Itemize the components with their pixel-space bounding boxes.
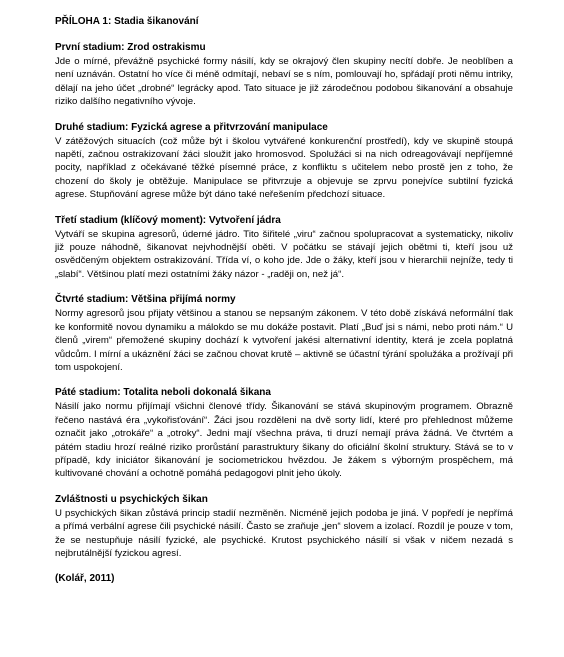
section-psychological-bullying (55, 493, 513, 561)
section-paragraph: Násilí jako normu přijímají všichni členové třídy. Šikanování se stává skupinovým programem. Obrazně řečeno nastává éra „vykořisťování“. Žáci jsou rozděleni na dvě sorty lidí, které pro přehlednost můžeme označit jako „otrokáře“ a „otroky“. Jedni mají všechna práva, ti druzí nemají práva žádná. Ve čtvrtém a pátém stadiu hrozí reálné riziko prorůstání parastruktury šikany do oficiální školní struktury. Stává se to v případě, kdy iniciátor šikanování je sociometrickou hvězdou. Je žákem s výborným prospěchem, má kultivované chování a ochotně pomáhá pedagogovi plnit jeho úkoly. (55, 401, 513, 480)
section-paragraph: Vytváří se skupina agresorů, úderné jádro. Tito šiřitelé „viru“ začnou spolupracovat a systematicky, nikoliv již pouze náhodně, šikanovat nejvhodnější oběti. V počátku se stávají jejich obětmi ti, kteří jsou už osvědčeným objektem ostrakizování. Třída ví, o koho jde. Jde o žáky, kteří jsou v hierarchii nejníže, tedy ti „slabí“. Většinou platí mezi ostatními žáky názor - „raději on, než já“. (55, 228, 513, 280)
section-heading: Zvláštnosti u psychických šikan (55, 493, 208, 505)
section-heading: Čtvrté stadium: Většina přijímá normy (55, 294, 236, 306)
section-heading: Páté stadium: Totalita neboli dokonalá šikana (55, 387, 271, 399)
section-stage-5 (55, 386, 513, 480)
section-paragraph: Jde o mírné, převážně psychické formy násilí, kdy se okrajový člen skupiny necítí dobře. Je neoblíben a není uznáván. Ostatní ho více či méně odmítají, nebaví se s ním, pomlouvají ho, spřádají proti němu intriky, dělají na jeho účet „drobné“ legrácky apod. Tato situace je již zárodečnou podobou šikanování a obsahuje riziko dalšího negativního vývoje. (55, 56, 513, 108)
section-stage-3 (55, 214, 513, 282)
section-paragraph: U psychických šikan zůstává princip stadií nezměněn. Nicméně jejich podoba je jiná. V popředí je nepřímá a přímá verbální agrese čili psychické násilí. Často se zraňuje „jen“ slovem a izolací. Rozdíl je pouze v tom, že se nestupňuje násilí fyzické, ale psychické. Krutost psychického násilí si však v ničem nezadá s nejbrutálnější fyzickou agresí. (55, 507, 513, 559)
section-heading: Třetí stadium (klíčový moment): Vytvoření jádra (55, 214, 281, 226)
page-title: PŘÍLOHA 1: Stadia šikanování (55, 16, 199, 27)
document-content (55, 15, 513, 586)
section-paragraph: Normy agresorů jsou přijaty většinou a stanou se nepsaným zákonem. V této době získává neformální tlak ke konformitě novou dynamiku a málokdo se mu dokáže postavit. Platí „Buď jsi s námi, nebo proti nám.“ U členů „virem“ přemožené skupiny dochází k vytvoření jakési alternativní identity, která je zcela poplatná vůdcům. I mírní a ukáznění žáci se začnou chovat krutě – aktivně se účastní týrání spolužáka a prožívají při tom uspokojení. (55, 308, 513, 373)
section-heading: Druhé stadium: Fyzická agrese a přitvrzování manipulace (55, 121, 328, 133)
section-stage-2 (55, 121, 513, 202)
section-paragraph: V zátěžových situacích (což může být i školou vytvářené konkurenční prostředí), kdy ve skupině stoupá napětí, začnou ostrakizovaní žáci sloužit jako hromosvod. Spolužáci si na nich odreagovávají nepříjemné pocity, například z očekávané těžké písemné práce, z konfliktu s učitelem nebo prostě jen z toho, že chození do školy je obtěžuje. Manipulace se přitvrzuje a objevuje se zprvu ponejvíce subtilní fyzická agrese. Stupňování agrese může být dáno také neřešením předchozí situace. (55, 135, 513, 201)
section-heading: První stadium: Zrod ostrakismu (55, 42, 206, 53)
section-stage-4 (55, 293, 513, 374)
citation: (Kolář, 2011) (55, 573, 115, 585)
section-stage-1 (55, 41, 513, 109)
